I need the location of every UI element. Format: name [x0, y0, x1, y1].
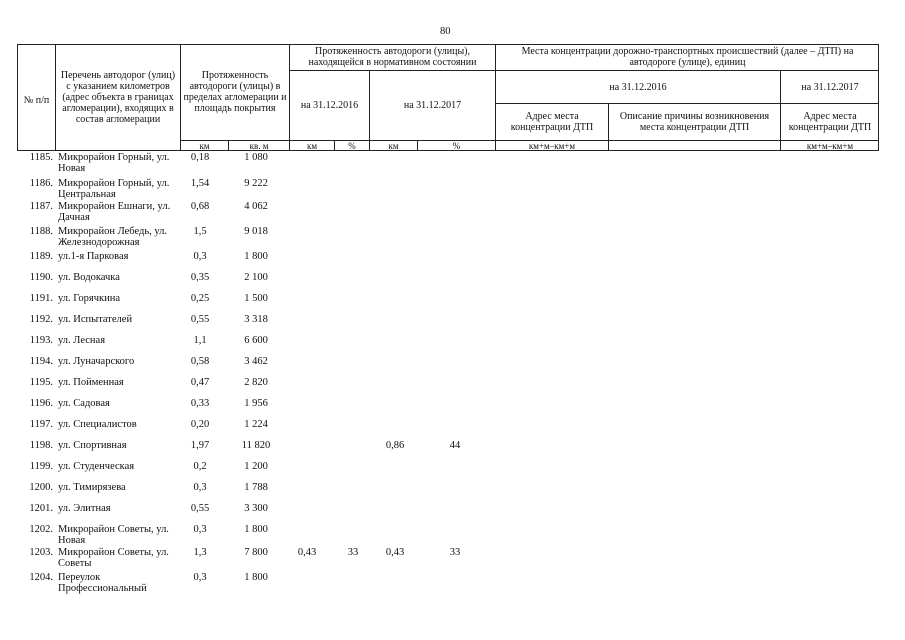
header-on-2016: на 31.12.2016 [300, 100, 359, 111]
table-row [0, 251, 905, 273]
row-number: 1204. [29, 572, 53, 583]
area-sqm: 7 800 [244, 547, 268, 558]
header-acc-2016: на 31.12.2016 [609, 81, 667, 93]
area-sqm: 3 462 [244, 356, 268, 367]
table-row [0, 524, 905, 546]
row-number: 1198. [29, 440, 53, 451]
row-number: 1192. [29, 314, 53, 325]
row-number: 1193. [29, 335, 53, 346]
header-normative: Протяженность автодороги (улицы), находящейся в нормативном состоянии [308, 46, 477, 68]
header-address-dtp2: Адрес места концентрации ДТП [788, 111, 872, 133]
road-name: ул. Горячкина [58, 293, 121, 304]
area-sqm: 1 080 [244, 152, 268, 163]
road-name: Микрорайон Ешнаги, ул. Дачная [58, 201, 171, 223]
table-row [0, 152, 905, 174]
area-sqm: 9 222 [244, 178, 268, 189]
unit-km-2017: км [388, 140, 399, 151]
unit-km: км [199, 140, 210, 151]
row-number: 1189. [29, 251, 53, 262]
row-number: 1185. [29, 152, 53, 163]
road-name: ул. Специалистов [58, 419, 137, 430]
unit-sqm: кв. м [249, 140, 269, 151]
table-row [0, 377, 905, 399]
row-number: 1201. [29, 503, 53, 514]
road-name: Микрорайон Лебедь, ул. Железнодорожная [58, 226, 168, 248]
length-km: 0,18 [190, 152, 210, 163]
area-sqm: 1 200 [244, 461, 268, 472]
row-number: 1186. [29, 178, 53, 189]
road-name: ул. Пойменная [58, 377, 124, 388]
table-row [0, 335, 905, 357]
length-km: 1,3 [193, 547, 207, 558]
road-name: Микрорайон Советы, ул. Новая [58, 524, 169, 546]
table-row [0, 226, 905, 248]
row-number: 1200. [29, 482, 53, 493]
road-name: ул. Студенческая [58, 461, 135, 472]
length-km: 0,3 [193, 572, 207, 583]
length-km: 0,20 [190, 419, 210, 430]
road-name: Микрорайон Горный, ул. Центральная [58, 178, 170, 200]
row-number: 1188. [29, 226, 53, 237]
area-sqm: 1 800 [244, 524, 268, 535]
length-km: 0,58 [190, 356, 210, 367]
area-sqm: 1 800 [244, 251, 268, 262]
length-km: 0,33 [190, 398, 210, 409]
row-number: 1199. [29, 461, 53, 472]
table-row [0, 178, 905, 200]
length-km: 1,54 [190, 178, 210, 189]
row-number: 1202. [29, 524, 53, 535]
road-name: Переулок Профессиональный [58, 572, 147, 594]
row-number: 1196. [29, 398, 53, 409]
length-km: 1,97 [190, 440, 210, 451]
normative-km-2017: 0,43 [385, 547, 405, 558]
area-sqm: 11 820 [241, 440, 271, 451]
length-km: 0,55 [190, 314, 210, 325]
road-name: ул. Спортивная [58, 440, 127, 451]
table-row [0, 440, 905, 462]
area-sqm: 6 600 [244, 335, 268, 346]
table-row [0, 272, 905, 294]
row-number: 1203. [29, 547, 53, 558]
header-on-2017: на 31.12.2017 [403, 100, 462, 111]
road-name: ул. Испытателей [58, 314, 133, 325]
length-km: 1,1 [193, 335, 207, 346]
road-name: ул. Элитная [58, 503, 111, 514]
unit-km-2016: км [306, 140, 318, 151]
area-sqm: 1 788 [244, 482, 268, 493]
row-number: 1197. [29, 419, 53, 430]
table-row [0, 201, 905, 223]
road-name: ул.1-я Парковая [58, 251, 129, 262]
page-number: 80 [440, 26, 451, 37]
normative-pct-2016: 33 [347, 547, 359, 558]
length-km: 0,47 [190, 377, 210, 388]
road-name: ул. Водокачка [58, 272, 120, 283]
table-row [0, 398, 905, 420]
length-km: 0,2 [193, 461, 207, 472]
unit-kmm-2016: км+м–км+м [528, 140, 576, 151]
road-name: Микрорайон Горный, ул. Новая [58, 152, 170, 174]
header-num: № п/п [23, 94, 50, 106]
row-number: 1190. [29, 272, 53, 283]
normative-km-2017: 0,86 [385, 440, 405, 451]
header-road-list: Перечень автодорог (улиц) с указанием километров (адрес объекта в границах агломерации), входящих в состав агломерации [60, 70, 176, 125]
area-sqm: 3 318 [244, 314, 268, 325]
table-row [0, 547, 905, 569]
header-accidents: Места концентрации дорожно-транспортных происшествий (далее – ДТП) на автодороге (улице), единиц [521, 46, 854, 68]
length-km: 1,5 [193, 226, 207, 237]
area-sqm: 3 300 [244, 503, 268, 514]
header-address-dtp: Адрес места концентрации ДТП [510, 111, 594, 133]
length-km: 0,35 [190, 272, 210, 283]
area-sqm: 1 224 [244, 419, 268, 430]
row-number: 1195. [29, 377, 53, 388]
road-name: ул. Тимирязева [58, 482, 126, 493]
table-row [0, 461, 905, 483]
table-row [0, 572, 905, 594]
road-name: ул. Луначарского [58, 356, 135, 367]
length-km: 0,55 [190, 503, 210, 514]
length-km: 0,3 [193, 251, 207, 262]
row-number: 1187. [29, 201, 53, 212]
header-acc-2017: на 31.12.2017 [801, 81, 859, 93]
row-number: 1191. [29, 293, 53, 304]
row-number: 1194. [29, 356, 53, 367]
table-row [0, 503, 905, 525]
area-sqm: 2 820 [244, 377, 268, 388]
road-name: Микрорайон Советы, ул. Советы [58, 547, 169, 569]
unit-pct-2016: % [348, 140, 356, 151]
table-row [0, 314, 905, 336]
normative-pct-2017: 44 [449, 440, 461, 451]
length-km: 0,3 [193, 524, 207, 535]
header-length: Протяженность автодороги (улицы) в пределах агломерации и площадь покрытия [183, 70, 287, 114]
normative-pct-2017: 33 [449, 547, 461, 558]
length-km: 0,25 [190, 293, 210, 304]
length-km: 0,3 [193, 482, 207, 493]
normative-km-2016: 0,43 [297, 547, 317, 558]
area-sqm: 9 018 [244, 226, 268, 237]
area-sqm: 4 062 [244, 201, 268, 212]
road-name: ул. Лесная [58, 335, 106, 346]
table-row [0, 482, 905, 504]
unit-kmm-2017: км+м–км+м [806, 140, 854, 151]
area-sqm: 2 100 [244, 272, 268, 283]
header-cause-dtp: Описание причины возникновения места концентрации ДТП [619, 111, 770, 133]
area-sqm: 1 956 [244, 398, 268, 409]
table-row [0, 293, 905, 315]
area-sqm: 1 500 [244, 293, 268, 304]
table-row [0, 419, 905, 441]
length-km: 0,68 [190, 201, 210, 212]
area-sqm: 1 800 [244, 572, 268, 583]
table-row [0, 356, 905, 378]
road-name: ул. Садовая [58, 398, 110, 409]
unit-pct-2017: % [452, 140, 461, 151]
